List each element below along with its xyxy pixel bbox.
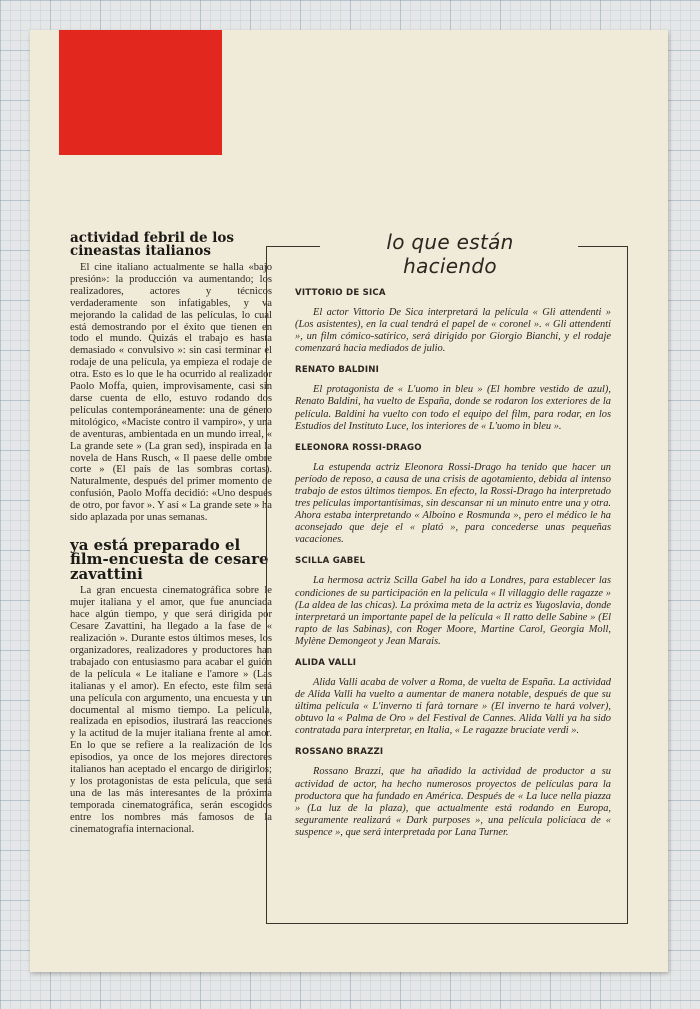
entry-text: Rossano Brazzi, que ha añadido la actividad de productor a su actividad de actor, ha hecho numerosos proyectos de películas para la productora que ha fundado en América. Después de « La luce nella piazza » (La luz de la plaza), que actualmente está rodando en Europa, seguramente realizará « Dark purposes », una película policíaca de « suspence », que será interpretada por Lana Turner. [295,766,611,838]
entry-name: ROSSANO BRAZZI [295,747,384,758]
entry-text: Alida Valli acaba de volver a Roma, de vuelta de España. La actividad de Alida Valli ha vuelto a aumentar de manera notable, después de que su última película « L'inverno ti farà tornare » (El inverno te hará volver), obtuvo la « Palma de Oro » del Festival de Cannes. Alida Valli ya ha sido contratada para interpretar, en Italia, « Le ragazze bruciate verdi ». [295,676,611,737]
entry [295,556,611,648]
entry-text: La hermosa actriz Scilla Gabel ha ido a Londres, para establecer las condiciones de su participación en la película « Il villaggio delle ragazze » (La aldea de las chicas). La próxima meta de la actriz es Yugoslavia, donde interpretará un importante papel de la película « Il ratto delle Sabine » (El rapto de las Sabinas), con Roger Moore, Martine Carol, Georgia Moll, Mylène Demongeot y Jean Marais. [295,575,611,647]
entry-name: SCILLA GABEL [295,556,366,567]
entry [295,288,611,355]
entry-text: El protagonista de « L'uomo in bleu » (El hombre vestido de azul), Renato Baldini, ha vuelto de España, donde se rodaron los exteriores de la película. Baldini ha vuelto con todo el equipo del film, para rodar, en los Estudios del Instituto Luce, los interiores de « L'uomo in bleu ». [295,384,611,432]
entry-name: VITTORIO DE SICA [295,288,386,298]
entry-text: La estupenda actriz Eleonora Rossi-Drago ha tenido que hacer un período de reposo, a causa de una crisis de agotamiento, debida al intenso trabajo de estos últimos tiempos. En efecto, la Rossi-Drago ha interpretado tres películas importantísimas, sin descansar ni un minuto entre una y otra. Ahora estaba interpretando « Alboino e Rosmunda », pero el médico le ha aconsejado que deje el « plató », para concederse unas pequeñas vacaciones. [295,461,611,546]
entry-name: RENATO BALDINI [295,365,380,376]
magazine-page [30,30,668,972]
article2-title: ya está preparado el film-encuesta de cesare zavattini [70,535,269,583]
section-title: lo que están haciendo [386,230,514,278]
entry-name: ALIDA VALLI [295,657,357,668]
red-color-block [59,30,222,155]
right-column [295,288,611,849]
entry [295,747,611,839]
entry-name: ELEONORA ROSSI-DRAGO [295,442,422,453]
article1-body: El cine italiano actualmente se halla «bajo presión»: la producción va aumentando; los realizadores, actores y técnicos verdaderamente son infatigables, y va mejorando la calidad de las películas, lo cual está demostrando por el éxito que tienen en todo el mundo. Quizás el trabajo es hasta demasiado « convulsivo »: sin casi terminar el rodaje de una película, ya empieza el rodaje de otra. Esto es lo que le ha ocurrido al realizador Paolo Moffa, quien, improvisamente, casi sin darse cuenta de ello, estuvo rodando dos películas contemporáneamente: una de género mitológico, «Maciste contro il vampiro», y una de aventuras, ambientada en un mundo irreal, « La grande sete » (La gran sed), inspirada en la novela de Hans Rusch, « Il paese delle ombre corte » (El país de las sombras cortas). Naturalmente, después del primer momento de confusión, Paolo Moffa decidió: «Uno después de otro, por favor ». Y así « La grande sete » ha sido aplazada por unas semanas. [70,262,272,524]
entry [295,443,611,547]
entry [295,658,611,737]
article1-title: actividad febril de los cineastas italianos [70,230,234,259]
entry-text: El actor Vittorio De Sica interpretará la película « Gli attendenti » (Los asistentes), en la cual tendrá el papel de « coronel ». « Gli attendenti », un film cómico-satírico, será dirigido por Giorgio Bianchi, y el rodaje comenzará hacia mediados de julio. [295,307,611,355]
left-column [70,232,272,835]
entry [295,365,611,432]
article2-body: La gran encuesta cinematográfica sobre le mujer italiana y el amor, que fue anunciada hace algún tiempo, y que será dirigida por Cesare Zavattini, ha llegado a la fase de « realización ». Durante estos últimos meses, los organizadores, realizadores y productores han trabajado con entusiasmo para acabar el guión de la película « Le italiane e l'amore » (Las italianas y el amor). En efecto, este film será una película con argumento, una encuesta y un documental al mismo tiempo. La película, realizada en episodios, ilustrará las reacciones y la actitud de la mujer italiana frente al amor. En lo que se refiere a la realización de los episodios, ya once de los mejores directores italianos han aceptado el encargo de dirigirlos; y los protagonistas de esta película, que será una de las más interesantes de la próxima temporada cinematográfica, serán escogidos entre los nombres más famosos de la cinematografía internacional. [70,585,272,835]
